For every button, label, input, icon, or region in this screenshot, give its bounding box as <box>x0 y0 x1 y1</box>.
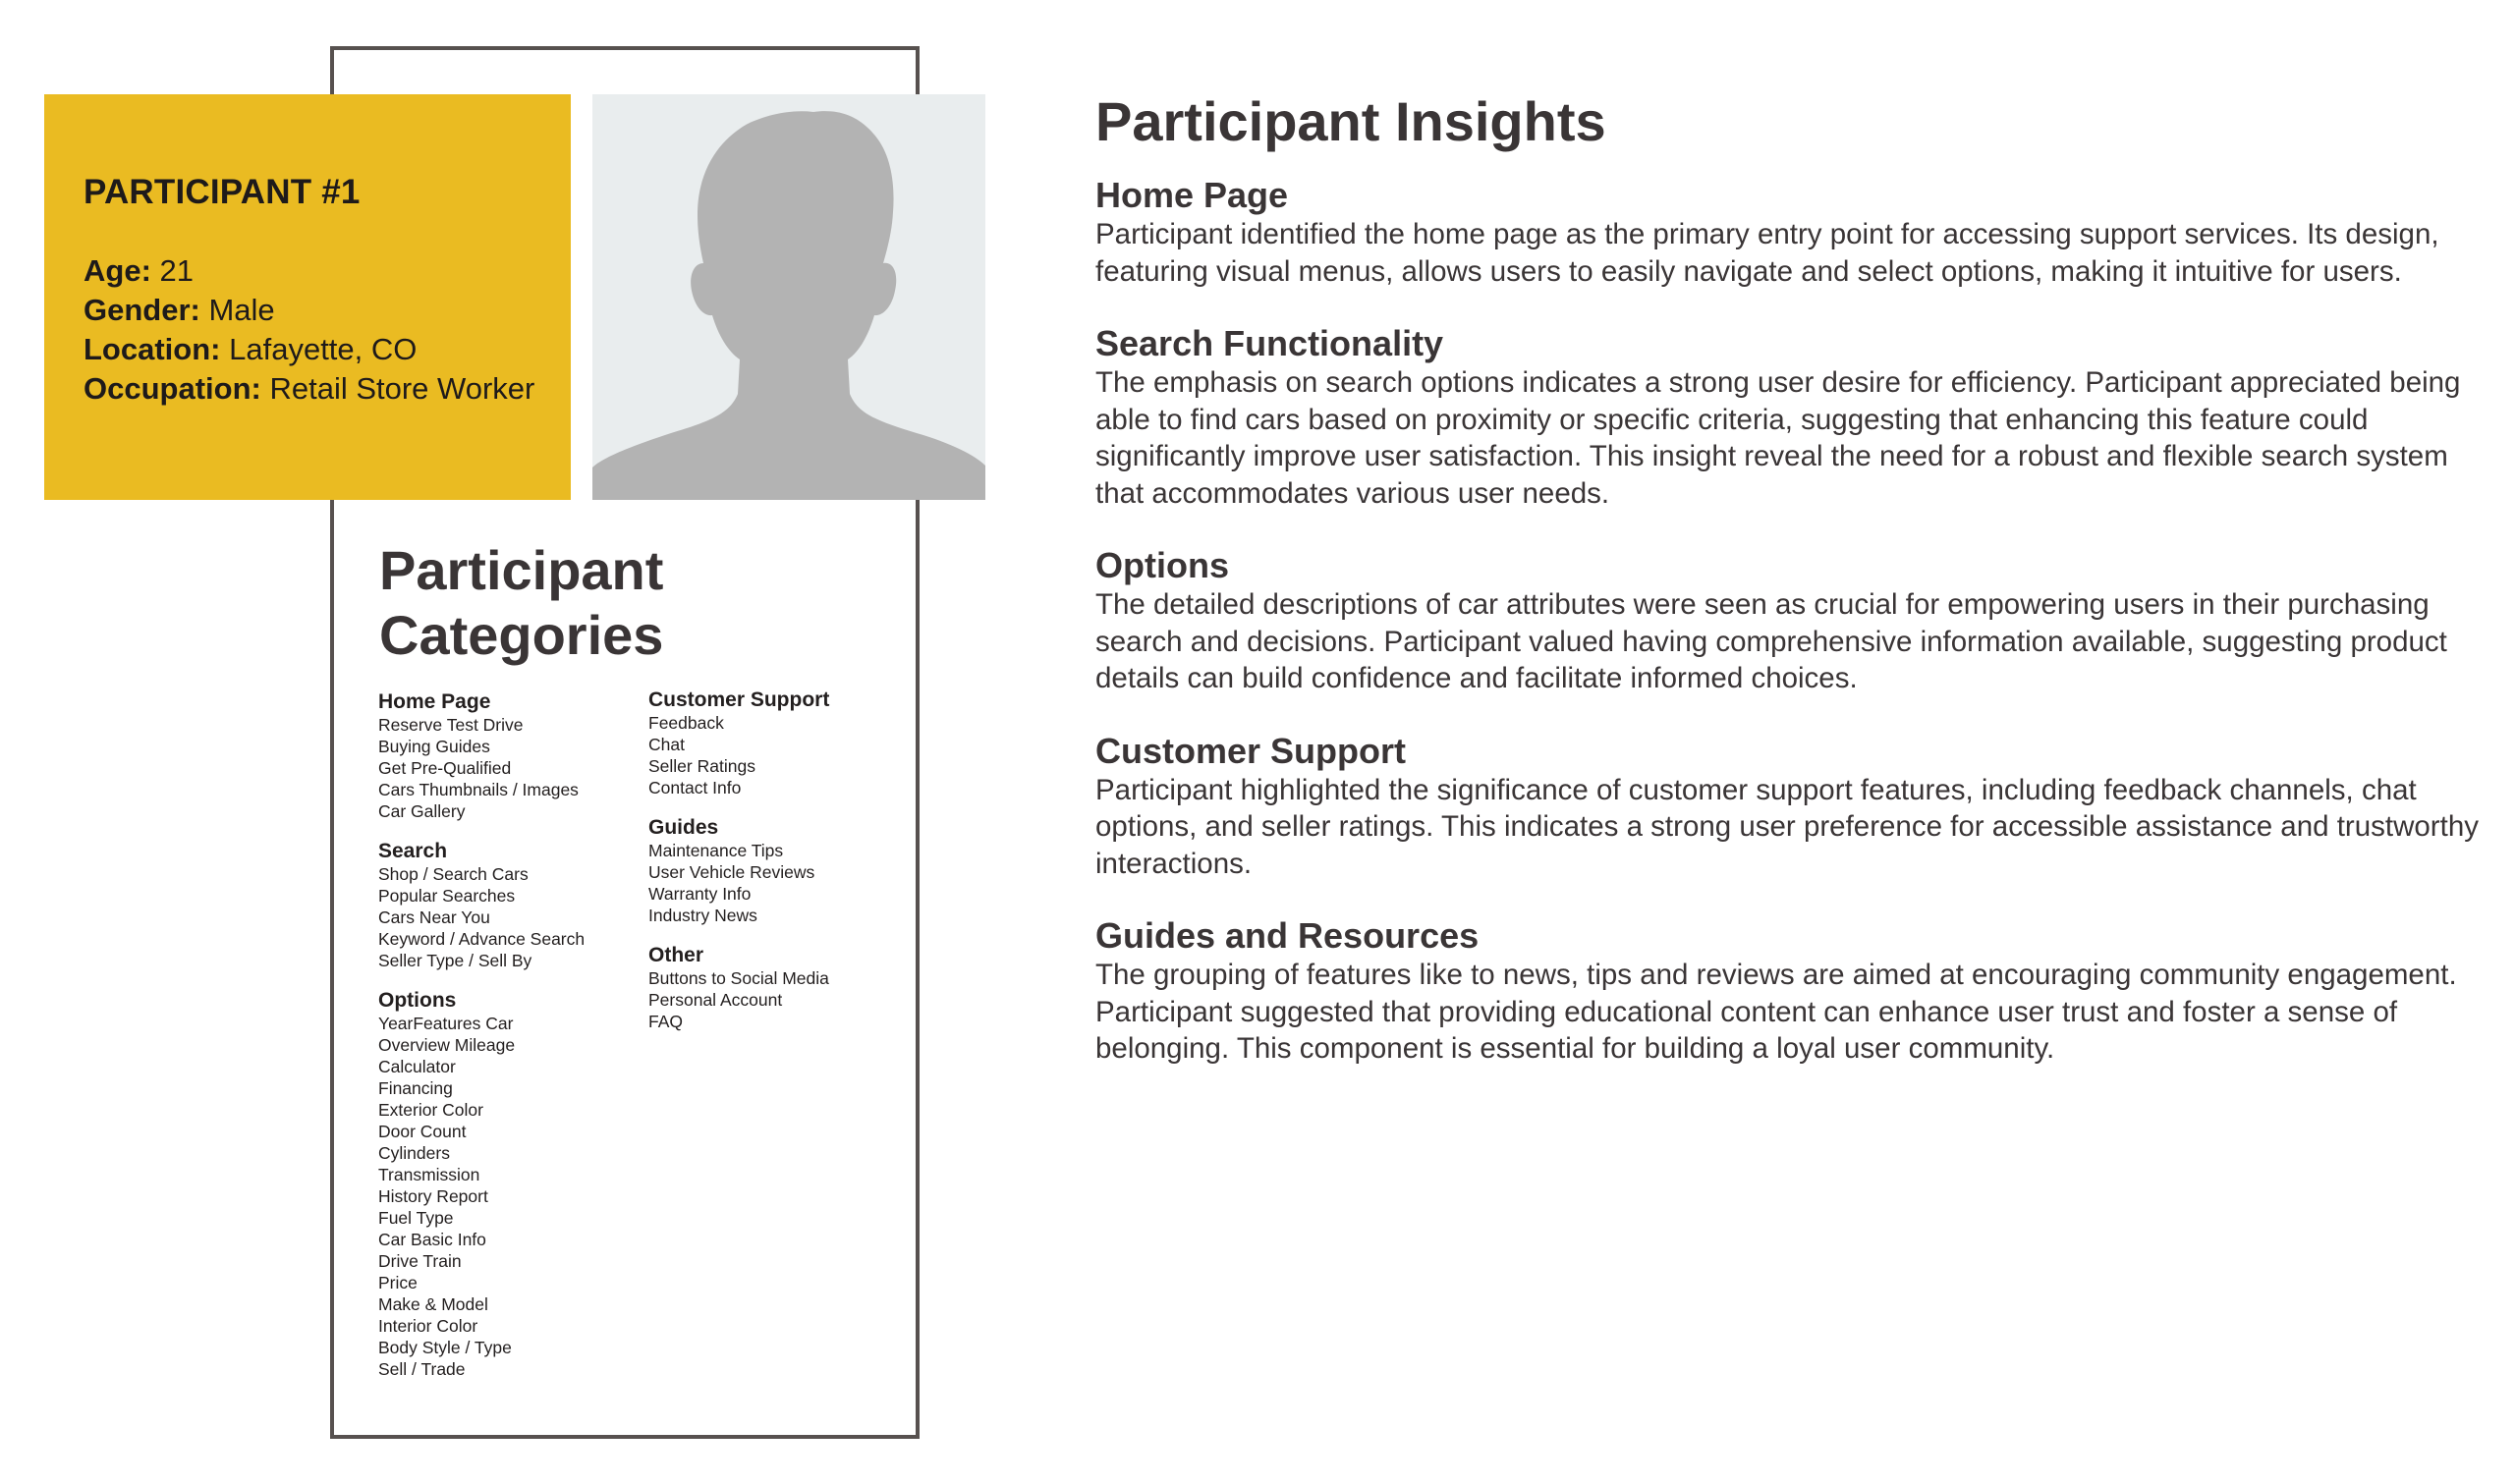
list-item: Make & Model <box>378 1294 488 1314</box>
insight-heading: Options <box>1095 545 1229 585</box>
list-item: Contact Info <box>648 778 742 797</box>
list-item: Chat <box>648 735 685 754</box>
participant-info-box <box>44 94 571 500</box>
list-item: Overview Mileage <box>378 1035 516 1055</box>
insight-heading: Home Page <box>1095 175 1289 215</box>
list-item: Cars Near You <box>378 907 490 927</box>
list-item: User Vehicle Reviews <box>648 862 815 882</box>
participant-age: Age: 21 <box>84 253 194 288</box>
category-group-home-page: Home Page Reserve Test Drive Buying Guides Get Pre-Qualified Cars Thumbnails / Images Car Gallery <box>378 690 643 822</box>
list-item: Maintenance Tips <box>648 841 784 860</box>
category-group-guides: Guides Maintenance Tips User Vehicle Reviews Warranty Info Industry News <box>648 816 914 926</box>
insights-title: Participant Insights <box>1095 90 1606 152</box>
list-item: Feedback <box>648 713 724 733</box>
category-group-options: Options YearFeatures Car Overview Mileage Calculator Financing Exterior Color Door Count Cylinders Transmission History Report Fuel Type Car Basic Info Drive Train Price Make & Model Interior Color Body Style / Type Sell / Trade <box>378 989 643 1380</box>
insight-search-functionality <box>1095 323 2490 512</box>
list-item: Seller Ratings <box>648 756 755 776</box>
insights-panel <box>1095 86 2490 1101</box>
list-item: Drive Train <box>378 1251 462 1271</box>
category-group-search: Search Shop / Search Cars Popular Searches Cars Near You Keyword / Advance Search Seller Type / Sell By <box>378 840 643 971</box>
list-item: Get Pre-Qualified <box>378 758 512 778</box>
list-item: Car Gallery <box>378 801 466 821</box>
person-silhouette-icon <box>592 94 985 500</box>
list-item: FAQ <box>648 1012 684 1031</box>
list-item: Transmission <box>378 1165 480 1184</box>
list-item: Financing <box>378 1078 453 1098</box>
list-item: Cylinders <box>378 1143 450 1163</box>
list-item: YearFeatures Car <box>378 1014 514 1033</box>
insight-text: Participant identified the home page as the primary entry point for accessing support services. Its design, featuring visual menus, allows users to easily navigate and select options, making it intuitive for users. <box>1095 218 2439 288</box>
insight-text: Participant highlighted the significance of customer support features, including feedback channels, chat options, and seller ratings. This indicates a strong user preference for accessible assistance and trustworthy interactions. <box>1095 773 2479 880</box>
list-item: Buying Guides <box>378 737 490 756</box>
participant-occupation: Occupation: Retail Store Worker <box>84 371 535 406</box>
avatar <box>592 94 985 500</box>
list-item: Popular Searches <box>378 886 516 906</box>
insight-heading: Customer Support <box>1095 730 1407 771</box>
insight-text: The emphasis on search options indicates a strong user desire for efficiency. Participant appreciated being able to find cars based on proximity or specific criteria, suggesting that enhancing this feature could significantly improve user satisfaction. This insight reveal the need for a robust and flexible search system that accommodates various user needs. <box>1095 366 2461 510</box>
list-item: Keyword / Advance Search <box>378 929 586 949</box>
list-item: History Report <box>378 1186 488 1206</box>
list-item: Price <box>378 1273 418 1292</box>
list-item: Car Basic Info <box>378 1230 486 1249</box>
list-item: Buttons to Social Media <box>648 968 829 988</box>
category-group-other: Other Buttons to Social Media Personal Account FAQ <box>648 944 914 1032</box>
list-item: Calculator <box>378 1057 456 1076</box>
list-item: Body Style / Type <box>378 1338 512 1357</box>
list-item: Warranty Info <box>648 884 752 904</box>
categories-title: Participant Categories <box>379 539 664 666</box>
insight-guides-and-resources <box>1095 915 2490 1068</box>
list-item: Personal Account <box>648 990 783 1010</box>
list-item: Cars Thumbnails / Images <box>378 780 579 799</box>
list-item: Fuel Type <box>378 1208 454 1228</box>
categories-column-left <box>378 690 643 1398</box>
list-item: Exterior Color <box>378 1100 483 1120</box>
list-item: Interior Color <box>378 1316 478 1336</box>
insight-options <box>1095 545 2490 697</box>
participant-location: Location: Lafayette, CO <box>84 332 418 366</box>
category-group-customer-support: Customer Support Feedback Chat Seller Ratings Contact Info <box>648 688 914 798</box>
insight-heading: Guides and Resources <box>1095 915 1480 956</box>
list-item: Sell / Trade <box>378 1359 466 1379</box>
insight-customer-support <box>1095 731 2490 883</box>
insight-heading: Search Functionality <box>1095 323 1444 363</box>
insight-home-page <box>1095 175 2490 290</box>
insight-text: The detailed descriptions of car attributes were seen as crucial for empowering users in their purchasing search and decisions. Participant valued having comprehensive information available, suggesting product details can build confidence and facilitate informed choices. <box>1095 588 2447 694</box>
list-item: Door Count <box>378 1122 467 1141</box>
participant-gender: Gender: Male <box>84 293 275 327</box>
list-item: Seller Type / Sell By <box>378 951 532 970</box>
list-item: Reserve Test Drive <box>378 715 524 735</box>
list-item: Industry News <box>648 906 757 925</box>
categories-column-right <box>648 688 914 1050</box>
insight-text: The grouping of features like to news, tips and reviews are aimed at encouraging community engagement. Participant suggested that providing educational content can enhance user trust and foster a sense of belonging. This component is essential for building a loyal user community. <box>1095 959 2457 1065</box>
list-item: Shop / Search Cars <box>378 864 529 884</box>
participant-id: PARTICIPANT #1 <box>84 173 361 211</box>
